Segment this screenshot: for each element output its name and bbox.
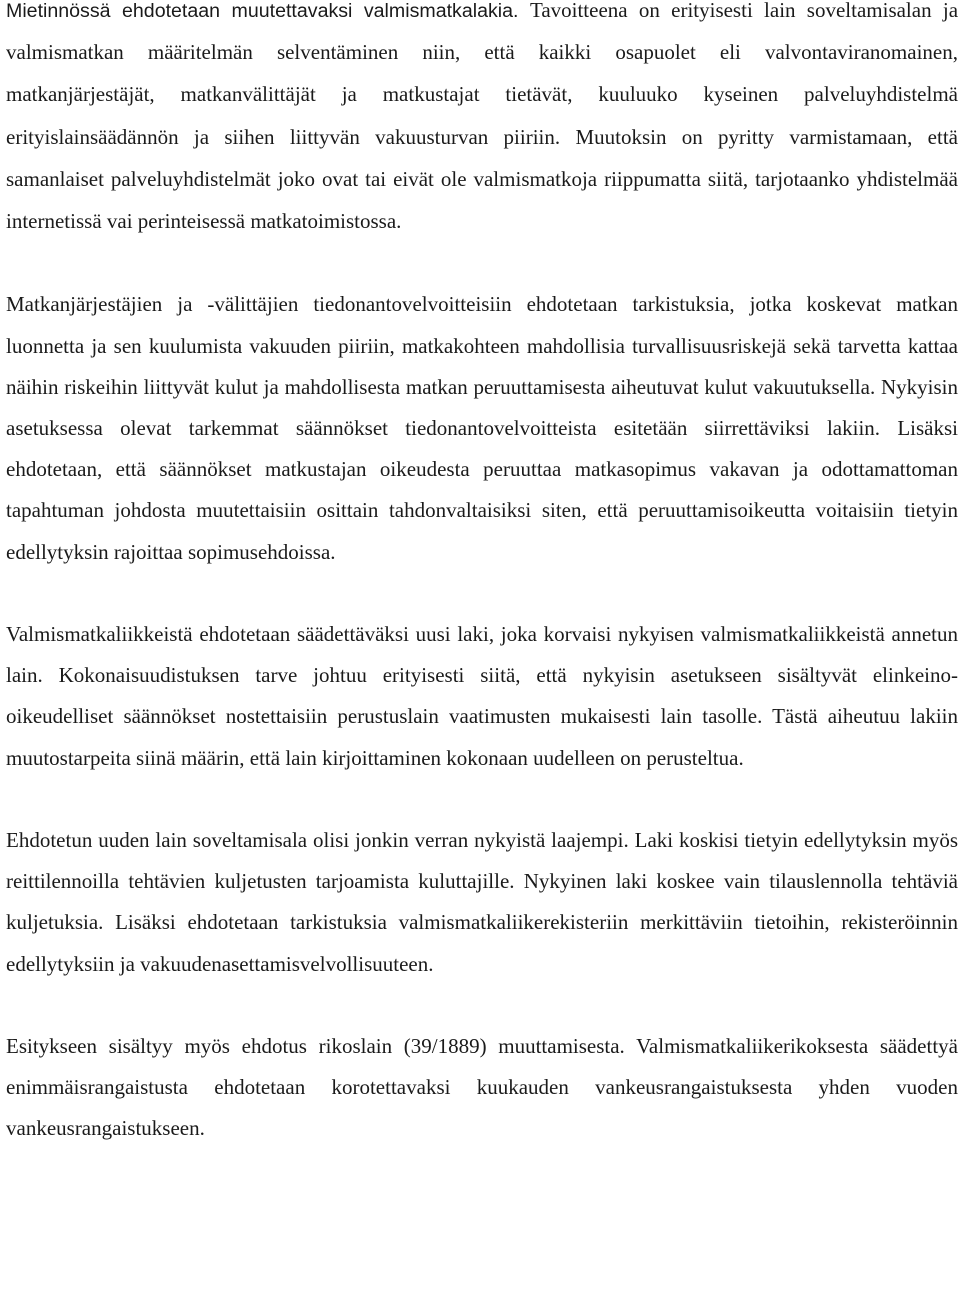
paragraph-gap bbox=[6, 243, 958, 284]
paragraph-gap bbox=[6, 573, 958, 614]
document-page bbox=[6, 0, 958, 1150]
paragraph-4: Ehdotetun uuden lain soveltamisala olisi jonkin verran nykyistä laajempi. Laki koskisi tietyin edellytyksin myös reittilennoilla tehtävien kuljetusten tarjoamista kuluttajille. Nykyinen laki koskee vain tilauslennolla tehtäviä kuljetuksia. Lisäksi ehdotetaan tarkistuksia valmismatkaliikerekisteriin merkittäviin tietoihin, rekisteröinnin edellytyksiin ja vakuudenasettamisvelvollisuuteen. bbox=[6, 828, 958, 976]
paragraph-1 bbox=[6, 0, 958, 243]
paragraph-1-text: Tavoitteena on erityisesti lain soveltamisalan ja valmismatkan määritelmän selventäminen niin, että kaikki osapuolet eli valvontaviranomainen, matkanjärjestäjät, matkanvälittäjät ja matkustajat tietävät, kuuluuko kyseinen palveluyhdistelmä erityislainsäädännön ja siihen liittyvän vakuusturvan piiriin. Muutoksin on pyritty varmistamaan, että samanlaiset palveluyhdistelmät joko ovat tai eivät ole valmismatkoja riippumatta siitä, tarjotaanko yhdistelmää internetissä vai perinteisessä matkatoimistossa. bbox=[6, 0, 959, 234]
paragraph-1-lead: Mietinnössä ehdotetaan muutettavaksi valmismatkalakia. bbox=[6, 0, 530, 22]
paragraph-gap bbox=[6, 985, 958, 1026]
paragraph-3: Valmismatkaliikkeistä ehdotetaan säädettäväksi uusi laki, joka korvaisi nykyisen valmismatkaliikkeistä annetun lain. Kokonaisuudistuksen tarve johtuu erityisesti siitä, että nykyisin asetukseen sisältyvät elinkeino-oikeudelliset säännökset nostettaisiin perustuslain vaatimusten mukaisesti lain tasolle. Tästä aiheutuu lakiin muutostarpeita siinä määrin, että lain kirjoittaminen kokonaan uudelleen on perusteltua. bbox=[6, 622, 958, 770]
paragraph-5: Esitykseen sisältyy myös ehdotus rikoslain (39/1889) muuttamisesta. Valmismatkaliikerikoksesta säädettyä enimmäisrangaistusta ehdotetaan korotettavaksi kuukauden vankeusrangaistuksesta yhden vuoden vankeusrangaistukseen. bbox=[6, 1034, 958, 1141]
paragraph-gap bbox=[6, 779, 958, 820]
paragraph-2: Matkanjärjestäjien ja -välittäjien tiedonantovelvoitteisiin ehdotetaan tarkistuksia, jotka koskevat matkan luonnetta ja sen kuulumista vakuuden piiriin, matkakohteen mahdollisia turvallisuusriskejä sekä tarvetta kattaa näihin riskeihin liittyvät kulut ja mahdollisesta matkan peruuttamisesta aiheutuvat kulut vakuutuksella. Nykyisin asetuksessa olevat tarkemmat säännökset tiedonantovelvoitteista esitetään siirrettäviksi lakiin. Lisäksi ehdotetaan, että säännökset matkustajan oikeudesta peruuttaa matkasopimus vakavan ja odottamattoman tapahtuman johdosta muutettaisiin osittain tahdonvaltaisiksi siten, että peruuttamisoikeutta voitaisiin tietyin edellytyksin rajoittaa sopimusehdoissa. bbox=[6, 292, 958, 564]
